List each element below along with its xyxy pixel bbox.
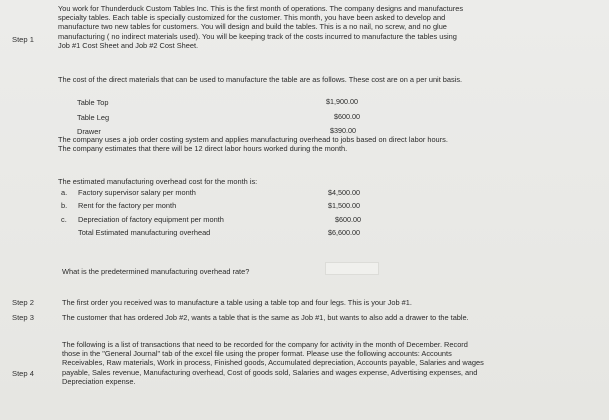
overhead-total-label: Total Estimated manufacturing overhead [78,228,211,237]
question-text: What is the predetermined manufacturing overhead rate? [62,267,250,276]
material-cost: $600.00 [334,112,360,121]
overhead-cost: $4,500.00 [328,188,360,197]
material-name: Table Leg [77,113,110,122]
costing-text: The company uses a job order costing system and applies manufacturing overhead to jobs based on direct labor hours. The company estimates that there will be 12 direct labor hours worked during the month. [58,135,448,154]
overhead-letter: c. [61,215,67,224]
overhead-cost: $600.00 [335,215,361,224]
material-name: Table Top [77,98,109,107]
overhead-cost: $1,500.00 [328,201,360,210]
step2-text: The first order you received was to manufacture a table using a table top and four legs. This is your Job #1. [62,298,412,307]
overhead-letter: b. [61,201,68,210]
step1-label: Step 1 [12,35,34,44]
step3-label: Step 3 [12,313,34,322]
overhead-name: Factory supervisor salary per month [78,188,196,197]
material-cost: $390.00 [330,126,356,135]
step2-label: Step 2 [12,298,34,307]
answer-input[interactable] [325,262,379,275]
overhead-name: Rent for the factory per month [78,201,177,210]
material-name: Drawer [77,127,101,136]
overhead-name: Depreciation of factory equipment per month [78,215,224,224]
overhead-letter: a. [61,188,68,197]
intro-paragraph: You work for Thunderduck Custom Tables Inc. This is the first month of operations. The company designs and manufactures specialty tables. Each table is specially customized for the customer. This month, you have been asked to develop and manufacture two new tables for customers. You will design and build the tables. This is a no nail, no screw, and no glue manufacturing ( no indirect materials used). You will be keeping track of the costs incurred to manufacture the tables using Job #1 Cost Sheet and Job #2 Cost Sheet. [58,4,464,50]
step4-text: The following is a list of transactions that need to be recorded for the company for activity in the month of December. Record those in the "General Journal" tab of the excel file using the proper format. Please use the following accounts: Accounts Receivables, Raw materials, Work in process, Finished goods, Accumulated depreciation, Accounts payable, Salaries and wages payable, Sales revenue, Manufacturing overhead, Cost of goods sold, Salaries and wages expense, Advertising expenses, and Depreciation expense. [62,340,484,386]
step3-text: The customer that has ordered Job #2, wants a table that is the same as Job #1, but wants to also add a drawer to the table. [62,313,469,322]
material-cost: $1,900.00 [326,97,358,106]
overhead-total-cost: $6,600.00 [328,228,360,237]
step4-label: Step 4 [12,369,34,378]
direct-materials-intro: The cost of the direct materials that can be used to manufacture the table are as follows. These cost are on a per unit basis. [58,75,463,84]
overhead-intro: The estimated manufacturing overhead cost for the month is: [58,177,258,186]
